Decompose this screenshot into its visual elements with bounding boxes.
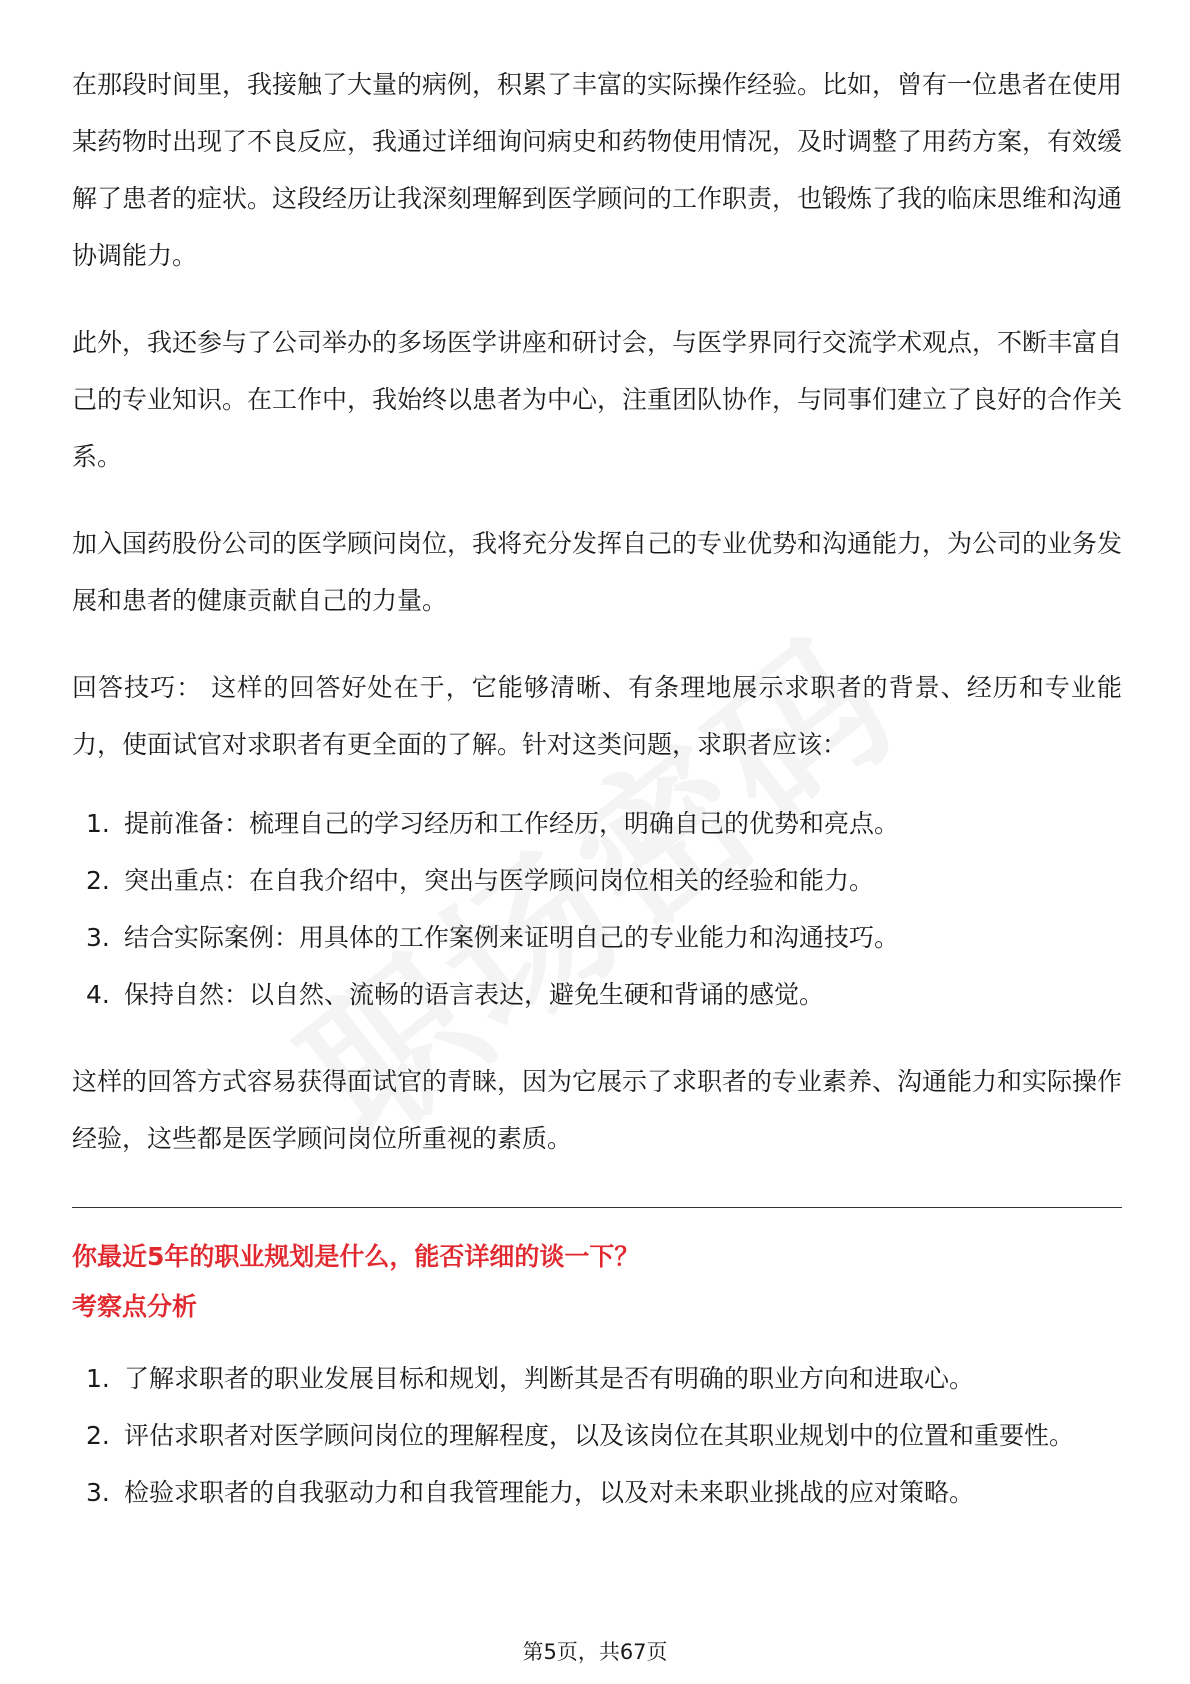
- analysis-heading: 考察点分析: [72, 1292, 198, 1321]
- page-footer: 第5页，共67页: [522, 1640, 668, 1664]
- document-page: [72, 56, 1122, 1551]
- list-item: 3. 结合实际案例：用具体的工作案例来证明自己的专业能力和沟通技巧。: [86, 923, 900, 952]
- section-divider: [72, 1207, 1122, 1208]
- paragraph-activities: 此外，我还参与了公司举办的多场医学讲座和研讨会，与医学界同行交流学术观点，不断丰富自己的专业知识。在工作中，我始终以患者为中心，注重团队协作，与同事们建立了良好的合作关系。: [72, 328, 1123, 471]
- list-item: 2. 评估求职者对医学顾问岗位的理解程度，以及该岗位在其职业规划中的位置和重要性。: [86, 1421, 1075, 1450]
- list-item: 2. 突出重点：在自我介绍中，突出与医学顾问岗位相关的经验和能力。: [86, 866, 875, 895]
- tips-list: [72, 795, 1122, 1023]
- list-item: 4. 保持自然：以自然、流畅的语言表达，避免生硬和背诵的感觉。: [86, 980, 825, 1009]
- list-item: 3. 检验求职者的自我驱动力和自我管理能力，以及对未来职业挑战的应对策略。: [86, 1478, 975, 1507]
- question-heading: 你最近5年的职业规划是什么，能否详细的谈一下？: [72, 1242, 640, 1271]
- list-item: 1. 了解求职者的职业发展目标和规划，判断其是否有明确的职业方向和进取心。: [86, 1364, 975, 1393]
- paragraph-closing: 这样的回答方式容易获得面试官的青睐，因为它展示了求职者的专业素养、沟通能力和实际操作经验，这些都是医学顾问岗位所重视的素质。: [72, 1067, 1123, 1153]
- list-item: 1. 提前准备：梳理自己的学习经历和工作经历，明确自己的优势和亮点。: [86, 809, 900, 838]
- paragraph-answer-tips: 回答技巧： 这样的回答好处在于，它能够清晰、有条理地展示求职者的背景、经历和专业能力，使面试官对求职者有更全面的了解。针对这类问题，求职者应该：: [72, 673, 1122, 759]
- analysis-list: [72, 1350, 1122, 1521]
- paragraph-joining: 加入国药股份公司的医学顾问岗位，我将充分发挥自己的专业优势和沟通能力，为公司的业务发展和患者的健康贡献自己的力量。: [72, 529, 1123, 615]
- paragraph-experience: 在那段时间里，我接触了大量的病例，积累了丰富的实际操作经验。比如，曾有一位患者在使用某药物时出现了不良反应，我通过详细询问病史和药物使用情况，及时调整了用药方案，有效缓解了患者的症状。这段经历让我深刻理解到医学顾问的工作职责，也锻炼了我的临床思维和沟通协调能力。: [72, 70, 1123, 270]
